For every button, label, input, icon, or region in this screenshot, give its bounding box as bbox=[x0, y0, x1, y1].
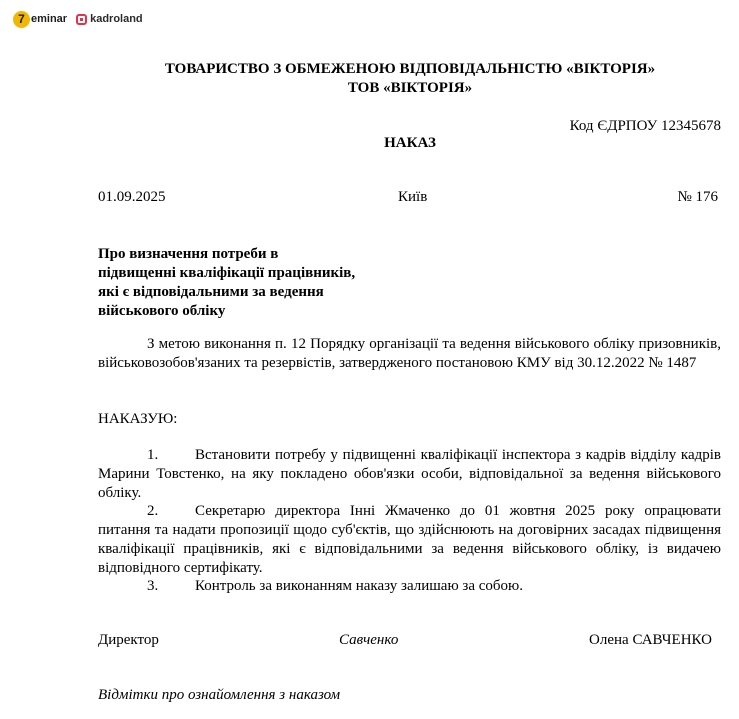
subject-line: які є відповідальними за ведення bbox=[98, 284, 324, 300]
organization-full-name: ТОВАРИСТВО З ОБМЕЖЕНОЮ ВІДПОВІДАЛЬНІСТЮ «ВІКТОРІЯ» bbox=[164, 61, 656, 77]
order-item bbox=[98, 502, 721, 578]
preamble-paragraph: З метою виконання п. 12 Порядку організації та ведення військового обліку призовників, військовозобов'язаних та резервістів, затвердженого постановою КМУ від 30.12.2022 № 1487 bbox=[98, 336, 721, 371]
order-item-number: 3. bbox=[147, 578, 159, 594]
signature: Савченко bbox=[339, 632, 399, 648]
document-type-title: НАКАЗ bbox=[384, 135, 436, 151]
order-item bbox=[98, 446, 721, 503]
kadroland-logo-icon bbox=[76, 14, 87, 25]
order-item-number: 1. bbox=[147, 447, 159, 463]
subject-line: Про визначення потреби в bbox=[98, 246, 279, 262]
order-item-number: 2. bbox=[147, 503, 159, 519]
logo-bar bbox=[13, 9, 143, 29]
order-word: НАКАЗУЮ: bbox=[98, 411, 178, 427]
order-item-text: Контроль за виконанням наказу залишаю за собою. bbox=[195, 578, 523, 594]
order-date: 01.09.2025 bbox=[98, 189, 166, 205]
kadroland-logo-text: kadroland bbox=[90, 13, 143, 25]
signatory-name: Олена САВЧЕНКО bbox=[589, 632, 712, 648]
order-subject bbox=[98, 245, 355, 321]
edrpou-code: Код ЄДРПОУ 12345678 bbox=[569, 118, 721, 134]
order-item-text: Встановити потребу у підвищенні кваліфікації інспектора з кадрів відділу кадрів Марини Товстенко, на яку покладено обов'язки особи, відповідальної за ведення військового обліку. bbox=[98, 447, 721, 501]
signatory-position: Директор bbox=[98, 632, 159, 648]
kadroland-logo bbox=[76, 13, 143, 25]
acknowledgement-note: Відмітки про ознайомлення з наказом bbox=[98, 687, 341, 703]
order-item-text: Секретарю директора Інні Жмаченко до 01 жовтня 2025 року опрацювати питання та надати пропозиції щодо суб'єктів, що здійснюють на договірних засадах підвищення кваліфікації працівників, які є відповідальними за ведення військового обліку, із видачею відповідного сертифікату. bbox=[98, 503, 721, 576]
seminar-logo bbox=[13, 11, 67, 28]
organization-short-name: ТОВ «ВІКТОРІЯ» bbox=[347, 80, 473, 96]
subject-line: підвищенні кваліфікації працівників, bbox=[98, 265, 356, 281]
seminar-logo-icon: 7 bbox=[13, 11, 30, 28]
order-number: № 176 bbox=[677, 189, 718, 205]
seminar-logo-text: eminar bbox=[31, 13, 68, 25]
subject-line: військового обліку bbox=[98, 303, 226, 319]
order-city: Київ bbox=[398, 189, 428, 205]
order-item bbox=[98, 577, 721, 596]
